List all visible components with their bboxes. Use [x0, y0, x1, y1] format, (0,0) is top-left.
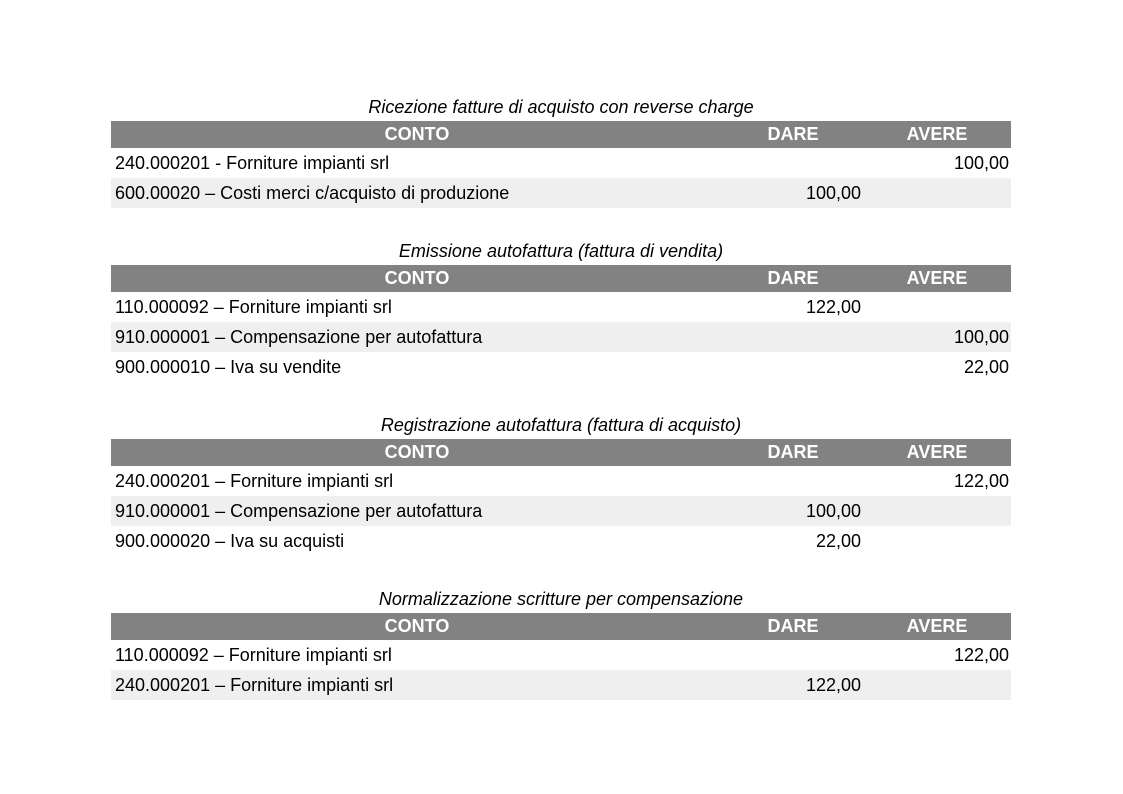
column-header-dare: DARE: [723, 613, 863, 640]
cell-dare: 22,00: [815, 530, 861, 551]
cell-dare: [723, 352, 863, 382]
column-header-conto: CONTO: [111, 439, 723, 466]
table-header-row: [111, 439, 1011, 466]
journal-table: [111, 121, 1011, 208]
cell-avere: [863, 526, 1011, 556]
table-row: [111, 148, 1011, 178]
cell-dare: [723, 148, 863, 178]
cell-conto: 240.000201 – Forniture impianti srl: [111, 670, 723, 700]
table-row: [111, 496, 1011, 526]
cell-dare: [723, 466, 863, 496]
column-header-dare: DARE: [723, 439, 863, 466]
cell-avere: 22,00: [963, 356, 1009, 377]
column-header-avere: AVERE: [863, 613, 1011, 640]
column-header-conto: CONTO: [111, 121, 723, 148]
journal-table: [111, 439, 1011, 556]
cell-avere: 100,00: [953, 152, 1009, 173]
section-title: Registrazione autofattura (fattura di acquisto): [380, 415, 742, 435]
cell-dare: [723, 322, 863, 352]
table-header-row: [111, 265, 1011, 292]
journal-table: [111, 265, 1011, 382]
journal-section: [0, 241, 1123, 382]
table-row: [111, 292, 1011, 322]
journal-tables: [0, 97, 1123, 700]
cell-avere: 122,00: [953, 470, 1009, 491]
column-header-conto: CONTO: [111, 265, 723, 292]
table-header-row: [111, 613, 1011, 640]
cell-dare: 122,00: [723, 670, 863, 700]
cell-avere: [863, 670, 1011, 700]
table-body: [111, 640, 1011, 700]
section-title: Emissione autofattura (fattura di vendita): [398, 241, 724, 261]
table-row: [111, 670, 1011, 700]
cell-avere: 122,00: [953, 644, 1009, 665]
section-title: Ricezione fatture di acquisto con reverse charge: [368, 97, 754, 117]
column-header-dare: DARE: [723, 265, 863, 292]
cell-conto: 910.000001 – Compensazione per autofattura: [111, 496, 723, 526]
cell-conto: 240.000201 - Forniture impianti srl: [115, 152, 390, 173]
table-body: [111, 292, 1011, 382]
section-title: Normalizzazione scritture per compensazione: [378, 589, 744, 609]
cell-avere: 100,00: [863, 322, 1011, 352]
column-header-conto: CONTO: [111, 613, 723, 640]
journal-table: [111, 613, 1011, 700]
cell-dare: [723, 640, 863, 670]
cell-avere: [863, 292, 1011, 322]
cell-avere: [863, 178, 1011, 208]
table-row: [111, 466, 1011, 496]
table-row: [111, 526, 1011, 556]
cell-conto: 900.000010 – Iva su vendite: [115, 356, 342, 377]
column-header-dare: DARE: [723, 121, 863, 148]
cell-conto: 600.00020 – Costi merci c/acquisto di produzione: [111, 178, 723, 208]
journal-section: [0, 415, 1123, 556]
cell-dare: 100,00: [723, 496, 863, 526]
table-row: [111, 352, 1011, 382]
table-row: [111, 322, 1011, 352]
journal-section: [0, 589, 1123, 700]
table-row: [111, 640, 1011, 670]
column-header-avere: AVERE: [863, 439, 1011, 466]
journal-section: [0, 97, 1123, 208]
column-header-avere: AVERE: [863, 265, 1011, 292]
cell-conto: 240.000201 – Forniture impianti srl: [115, 470, 394, 491]
table-body: [111, 148, 1011, 208]
cell-conto: 910.000001 – Compensazione per autofattura: [111, 322, 723, 352]
cell-conto: 900.000020 – Iva su acquisti: [115, 530, 345, 551]
cell-conto: 110.000092 – Forniture impianti srl: [115, 644, 392, 665]
table-header-row: [111, 121, 1011, 148]
table-row: [111, 178, 1011, 208]
cell-conto: 110.000092 – Forniture impianti srl: [115, 296, 392, 317]
cell-dare: 122,00: [805, 296, 861, 317]
column-header-avere: AVERE: [863, 121, 1011, 148]
cell-avere: [863, 496, 1011, 526]
cell-dare: 100,00: [723, 178, 863, 208]
table-body: [111, 466, 1011, 556]
